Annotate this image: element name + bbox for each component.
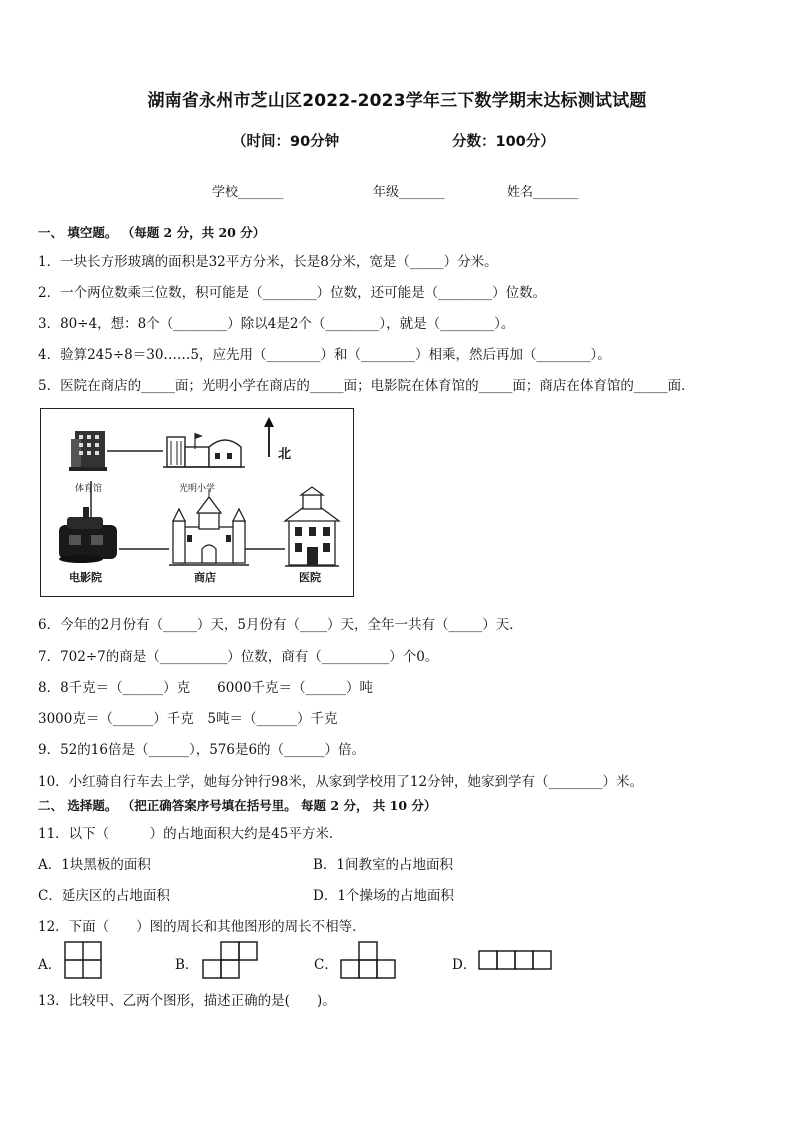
q12-option-c-label: C． xyxy=(314,957,338,973)
exam-title: 湖南省永州市芝山区2022-2023学年三下数学期末达标测试试题 xyxy=(147,91,647,111)
grade-field: 年级_______ xyxy=(373,185,445,200)
question-8-part-2: 3000克＝（______）千克 5吨＝（______）千克 xyxy=(38,711,338,727)
hospital-label: 医院 xyxy=(299,571,321,584)
question-2: 2．一个两位数乘三位数，积可能是（________）位数，还可能是（________）位数。 xyxy=(38,285,547,301)
map-figure xyxy=(40,408,354,597)
gym-label: 体育馆 xyxy=(75,484,103,494)
question-5: 5．医院在商店的_____面；光明小学在商店的_____面；电影院在体育馆的_____面；商店在体育馆的_____面． xyxy=(38,378,695,394)
question-11: 11．以下（ ）的占地面积大约是45平方米． xyxy=(38,826,343,842)
cinema-label: 电影院 xyxy=(69,571,102,584)
q12-figure-b xyxy=(202,941,260,979)
question-8-part-1: 8．8千克＝（______）克 6000千克＝（______）吨 xyxy=(38,680,374,696)
question-10: 10．小红骑自行车去上学，她每分钟行98米，从家到学校用了12分钟，她家到学有（________）米。 xyxy=(38,774,644,790)
name-field: 姓名_______ xyxy=(507,185,579,200)
question-3: 3．80÷4，想：8个（________）除以4是2个（________），就是（________）。 xyxy=(38,316,515,332)
question-1: 1．一块长方形玻璃的面积是32平方分米，长是8分米，宽是（_____）分米。 xyxy=(38,254,498,270)
question-7: 7．702÷7的商是（__________）位数，商有（__________）个0。 xyxy=(38,649,439,665)
q12-figure-a xyxy=(64,941,102,979)
q12-option-b-label: B． xyxy=(175,957,199,973)
hospital-building-icon xyxy=(285,487,339,566)
q12-figure-d xyxy=(478,950,554,972)
north-label: 北 xyxy=(278,447,292,462)
school-field: 学校_______ xyxy=(212,185,284,200)
exam-time: （时间：90分钟 xyxy=(232,134,340,150)
gym-building-icon xyxy=(69,431,107,471)
section-2-heading: 二、 选择题。 （把正确答案序号填在括号里。 每题 2 分， 共 10 分） xyxy=(38,798,437,813)
student-info xyxy=(0,181,794,201)
q11-option-c: C．延庆区的占地面积 xyxy=(38,888,170,904)
question-13: 13．比较甲、乙两个图形，描述正确的是( )。 xyxy=(38,993,336,1009)
q11-option-a: A．1块黑板的面积 xyxy=(38,857,151,873)
question-4: 4．验算245÷8＝30……5，应先用（________）和（________）相乘，然后再加（________）。 xyxy=(38,347,611,363)
store-building-icon xyxy=(169,489,249,565)
exam-score: 分数：100分） xyxy=(452,134,555,150)
store-label: 商店 xyxy=(194,571,216,584)
question-6: 6．今年的2月份有（_____）天，5月份有（____）天，全年一共有（_____）天． xyxy=(38,617,523,633)
q11-option-b: B．1间教室的占地面积 xyxy=(313,857,454,873)
school-label: 光明小学 xyxy=(179,484,216,494)
question-9: 9．52的16倍是（______），576是6的（______）倍。 xyxy=(38,742,366,758)
cinema-building-icon xyxy=(59,507,117,563)
q12-option-d-label: D． xyxy=(452,957,477,973)
exam-meta xyxy=(0,130,794,150)
q12-option-a-label: A． xyxy=(38,957,62,973)
q11-option-d: D．1个操场的占地面积 xyxy=(313,888,454,904)
q12-figure-c xyxy=(340,941,398,979)
north-arrow-icon xyxy=(264,417,274,457)
question-12: 12．下面（ ）图的周长和其他图形的周长不相等． xyxy=(38,919,366,935)
section-1-heading: 一、 填空题。 （每题 2 分，共 20 分） xyxy=(38,225,266,240)
map-figure-drawing xyxy=(41,409,353,596)
school-building-icon xyxy=(163,433,245,467)
